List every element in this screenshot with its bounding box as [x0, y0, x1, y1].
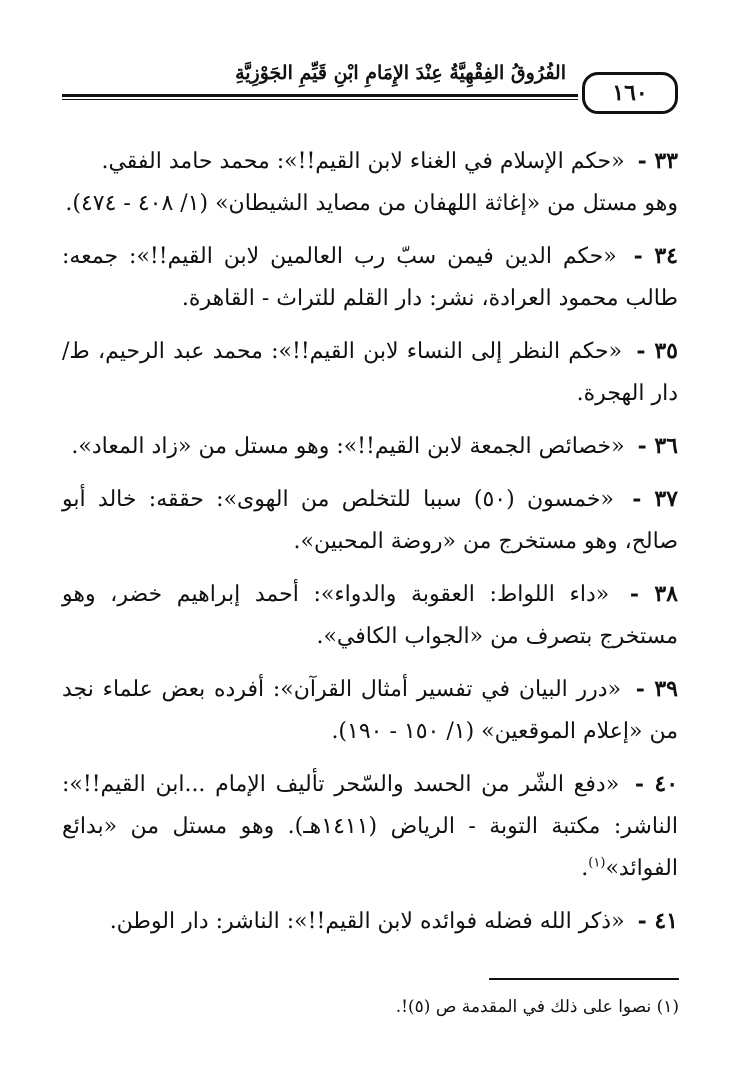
- entry-text: «دفع الشّر من الحسد والسّحر تأليف الإمام ...ابن القيم!!»: الناشر: مكتبة التوبة - الرياض (١٤١١هـ). وهو مستل من «بدائع الفوائد»: [62, 772, 678, 881]
- header-rule: [62, 94, 578, 97]
- entry-text: «داء اللواط: العقوبة والدواء»: أحمد إبراهيم خضر، وهو مستخرج بتصرف من «الجواب الكافي».: [62, 582, 678, 649]
- entry-text: «خصائص الجمعة لابن القيم!!»: وهو مستل من «زاد المعاد».: [71, 434, 625, 459]
- footnote: (١) نصوا على ذلك في المقدمة ص (٥)!.: [395, 997, 679, 1017]
- list-item: [62, 763, 678, 890]
- entry-number: ٤١ -: [637, 908, 678, 934]
- list-item: [62, 140, 678, 225]
- entry-number: ٣٩ -: [635, 676, 678, 702]
- entry-continuation: وهو مستل من «إغاثة اللهفان من مصايد الشيطان» (١/ ٤٠٨ - ٤٧٤).: [65, 191, 678, 216]
- entry-number: ٣٨ -: [629, 581, 678, 607]
- entry-number: ٣٧ -: [632, 486, 678, 512]
- footnote-rule: [489, 978, 679, 980]
- entry-number: ٤٠ -: [634, 771, 679, 797]
- entry-number: ٣٥ -: [636, 338, 678, 364]
- page-number: ١٦٠: [612, 80, 648, 106]
- entry-number: ٣٤ -: [633, 243, 678, 269]
- entry-number: ٣٦ -: [637, 433, 678, 459]
- page-header: [62, 56, 678, 122]
- entry-number: ٣٣ -: [637, 148, 678, 174]
- entry-text: «خمسون (٥٠) سببا للتخلص من الهوى»: حققه: خالد أبو صالح، وهو مستخرج من «روضة المحبين».: [62, 487, 678, 554]
- entry-tail: .: [581, 856, 589, 881]
- list-item: [62, 478, 678, 563]
- list-item: [62, 425, 678, 468]
- footnote-marker[interactable]: (١): [588, 855, 606, 871]
- list-item: [62, 235, 678, 320]
- entry-text: «درر البيان في تفسير أمثال القرآن»: أفرده بعض علماء نجد من «إعلام الموقعين» (١/ ١٥٠ - ١٩٠).: [62, 677, 678, 744]
- header-rule-thin: [62, 99, 578, 100]
- running-title: الفُرُوقُ الفِقْهِيَّةُ عِنْدَ الإِمَامِ ابْنِ قَيِّمِ الجَوْزِيَّةِ: [235, 62, 566, 84]
- entry-text: «حكم الدين فيمن سبّ رب العالمين لابن القيم!!»: جمعه: طالب محمود العرادة، نشر: دار القلم للتراث - القاهرة.: [62, 244, 678, 311]
- list-item: [62, 330, 678, 415]
- entry-text: «حكم النظر إلى النساء لابن القيم!!»: محمد عبد الرحيم، ط/ دار الهجرة.: [62, 339, 678, 406]
- entry-text: «حكم الإسلام في الغناء لابن القيم!!»: محمد حامد الفقي.: [101, 149, 625, 174]
- entry-text: «ذكر الله فضله فوائده لابن القيم!!»: الناشر: دار الوطن.: [109, 909, 625, 934]
- list-item: [62, 573, 678, 658]
- list-item: [62, 668, 678, 753]
- list-item: [62, 900, 678, 943]
- entry-list: [62, 140, 678, 953]
